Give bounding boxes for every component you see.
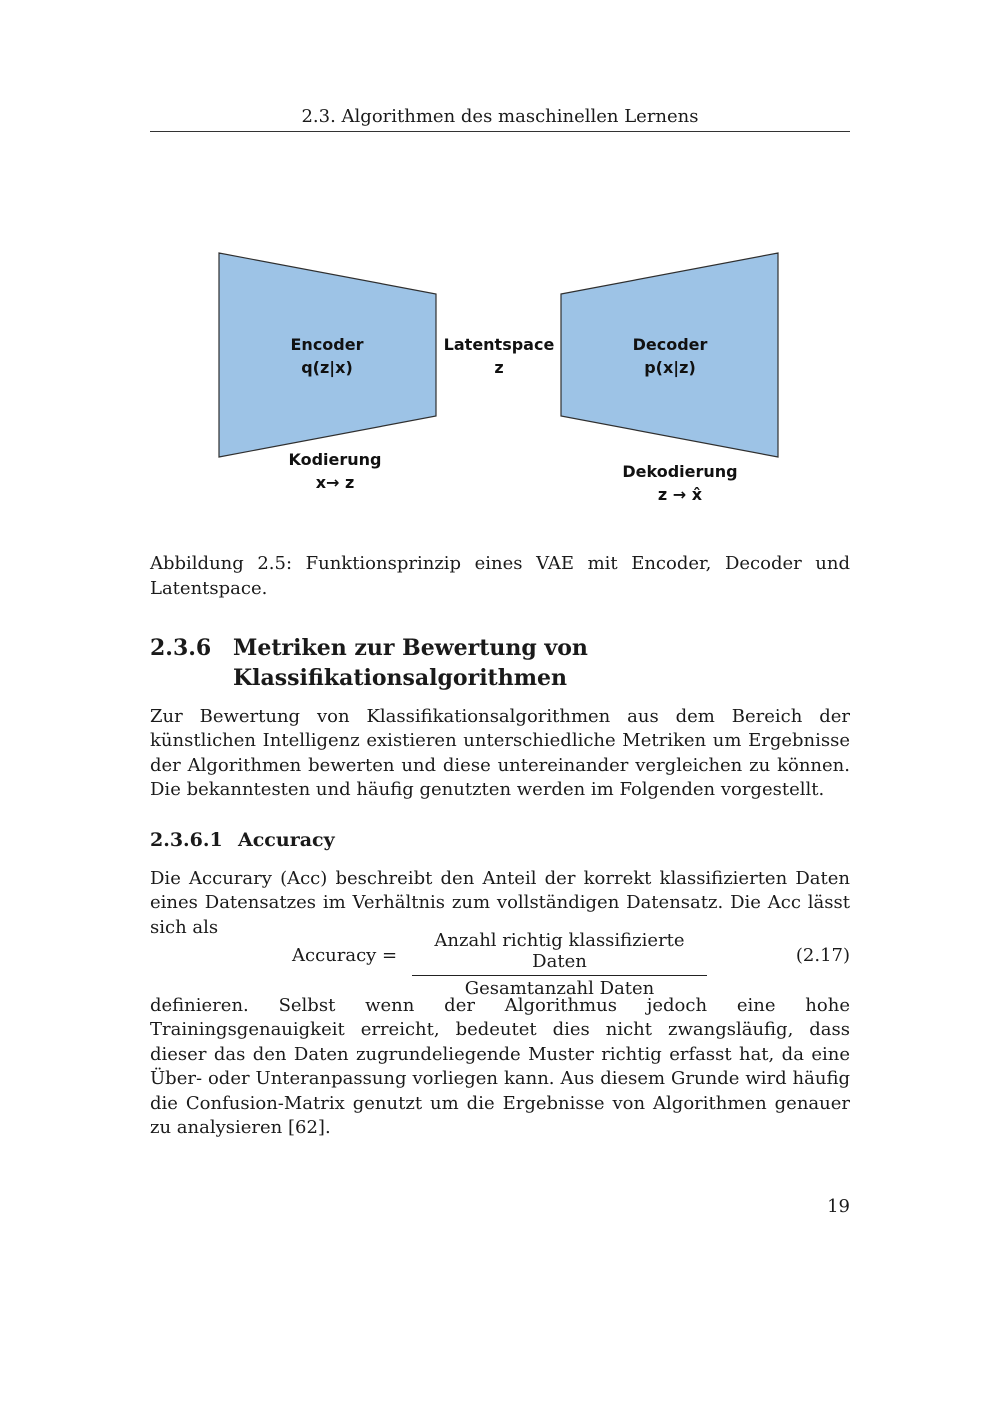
page-number: 19 — [827, 1196, 850, 1217]
subsection-number: 2.3.6.1 — [150, 829, 223, 851]
accuracy-equation — [150, 928, 850, 999]
section-paragraph: Zur Bewertung von Klassifikationsalgorithmen aus dem Bereich der künstlichen Intelligenz existieren unterschiedliche Metriken um Ergebnisse der Algorithmen bewerten und diese untereinander vergleichen zu können. Die bekanntesten und häufig genutzten werden im Folgenden vorgestellt. — [150, 706, 850, 801]
encoding-mapping: x→ z — [315, 473, 355, 492]
decoder-trapezoid — [561, 253, 778, 457]
subsection-title: Accuracy — [238, 829, 335, 851]
equation-fraction — [412, 930, 707, 999]
accuracy-followup-paragraph: definieren. Selbst wenn der Algorithmus jedoch eine hohe Trainingsgenauigkeit erreicht, bedeutet dies nicht zwangsläufig, dass dieser das den Daten zugrundeliegende Muster richtig erfasst hat, da eine Über- oder Unteranpassung vorliegen kann. Aus diesem Grunde wird häufig die Confusion-Matrix genutzt um die Ergebnisse von Algorithmen genauer zu analysieren [62]. — [150, 995, 850, 1139]
equation-lhs: Accuracy — [292, 945, 377, 966]
vae-diagram — [150, 240, 850, 515]
latent-symbol: z — [494, 358, 504, 377]
encoding-title: Kodierung — [288, 450, 382, 469]
running-header: 2.3. Algorithmen des maschinellen Lernens — [301, 106, 699, 127]
decoding-title: Dekodierung — [622, 462, 738, 481]
section-title: Metriken zur Bewertung von Klassifikationsalgorithmen — [233, 635, 588, 691]
latent-title: Latentspace — [443, 335, 555, 354]
vae-diagram-svg — [150, 240, 850, 515]
decoder-formula: p(x|z) — [644, 358, 696, 377]
equation-number: (2.17) — [795, 945, 850, 966]
decoding-mapping: z → x̂ — [657, 485, 703, 504]
equation-denominator: Gesamtanzahl Daten — [464, 978, 655, 999]
equation-equals: = — [382, 945, 398, 966]
decoder-title: Decoder — [632, 335, 708, 354]
section-number: 2.3.6 — [150, 635, 212, 661]
encoder-trapezoid — [219, 253, 436, 457]
figure-caption: Abbildung 2.5: Funktionsprinzip eines VAE mit Encoder, Decoder und Latentspace. — [150, 553, 850, 599]
accuracy-intro-paragraph: Die Accurary (Acc) beschreibt den Anteil der korrekt klassifizierten Daten eines Datensatzes im Verhältnis zum vollständigen Datensatz. Die Acc lässt sich als — [150, 868, 850, 938]
equation-numerator: Anzahl richtig klassifizierte Daten — [412, 930, 707, 976]
header-rule — [150, 131, 850, 132]
encoder-formula: q(z|x) — [301, 358, 353, 377]
encoder-title: Encoder — [290, 335, 364, 354]
